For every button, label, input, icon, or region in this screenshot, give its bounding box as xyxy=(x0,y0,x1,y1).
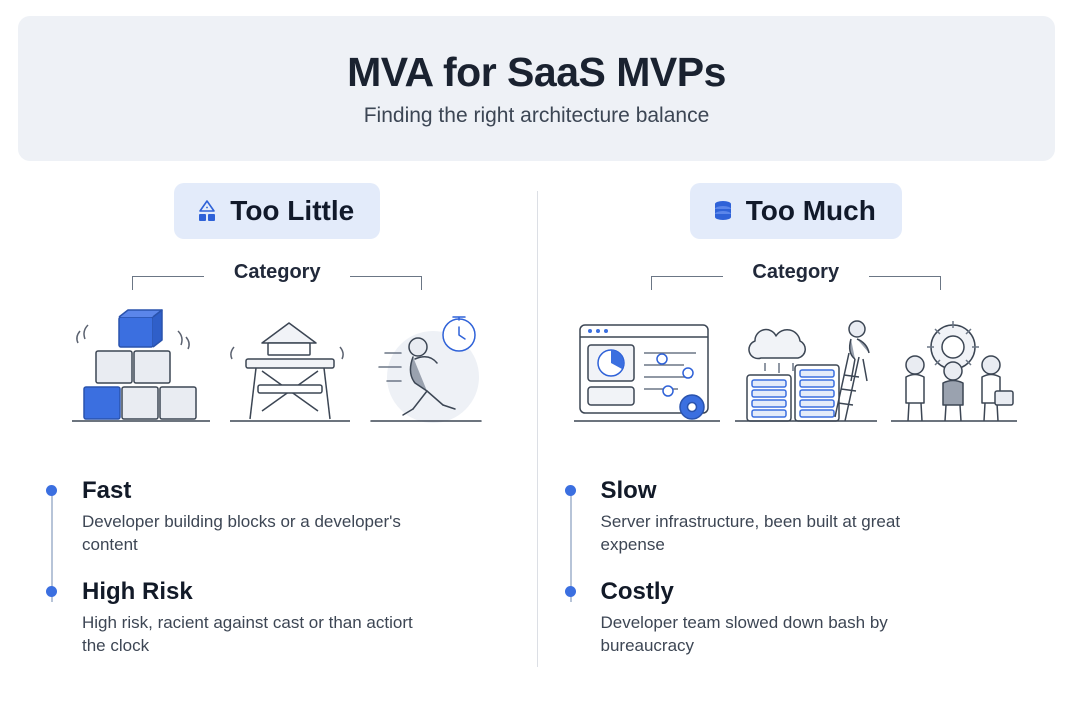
points-left xyxy=(42,477,513,680)
points-connector-line xyxy=(51,491,53,602)
point-description: Server infrastructure, been built at great expense xyxy=(600,511,901,554)
header-banner xyxy=(18,16,1055,161)
point-description: High risk, racient against cast or than actiort the clock xyxy=(82,613,413,655)
pill-label: Too Little xyxy=(230,195,355,226)
page-title: MVA for SaaS MVPs xyxy=(347,49,726,95)
points-right xyxy=(561,477,1032,680)
category-label: Category xyxy=(233,261,321,283)
pill-too-much[interactable] xyxy=(690,183,902,239)
point-item xyxy=(82,578,513,657)
point-item xyxy=(601,477,1032,556)
point-item xyxy=(82,477,513,556)
points-connector-line xyxy=(570,491,572,602)
column-too-little xyxy=(18,183,537,693)
dashboard-analytics-illustration xyxy=(570,307,725,447)
category-bracket-left xyxy=(132,261,422,293)
point-title: Fast xyxy=(82,477,132,504)
illustrations-right xyxy=(561,307,1032,447)
warning-blocks-icon xyxy=(194,198,220,224)
category-label: Category xyxy=(752,261,840,283)
running-person-stopwatch-illustration xyxy=(363,307,488,447)
bullet-dot xyxy=(565,586,576,597)
point-description: Developer building blocks or a developer's content xyxy=(82,511,401,554)
illustrations-left xyxy=(42,307,513,447)
pill-label: Too Much xyxy=(745,195,876,226)
bullet-dot xyxy=(46,586,57,597)
column-too-much xyxy=(537,183,1056,693)
point-title: High Risk xyxy=(82,578,193,606)
pill-too-little[interactable] xyxy=(174,183,380,239)
point-description: Developer team slowed down bash by bureaucracy xyxy=(600,613,888,655)
point-title: Costly xyxy=(600,578,674,606)
server-racks-cloud-illustration xyxy=(731,307,881,447)
point-title: Slow xyxy=(600,477,657,504)
column-divider xyxy=(537,191,538,667)
database-stack-icon xyxy=(710,198,736,224)
page-subtitle: Finding the right architecture balance xyxy=(363,104,710,127)
bullet-dot xyxy=(46,485,57,496)
wobbly-table-illustration xyxy=(222,307,357,447)
falling-blocks-illustration xyxy=(66,307,216,447)
team-gear-illustration xyxy=(887,307,1022,447)
comparison-columns xyxy=(18,183,1055,693)
category-bracket-right xyxy=(651,261,941,293)
bullet-dot xyxy=(565,485,576,496)
point-item xyxy=(601,578,1032,657)
